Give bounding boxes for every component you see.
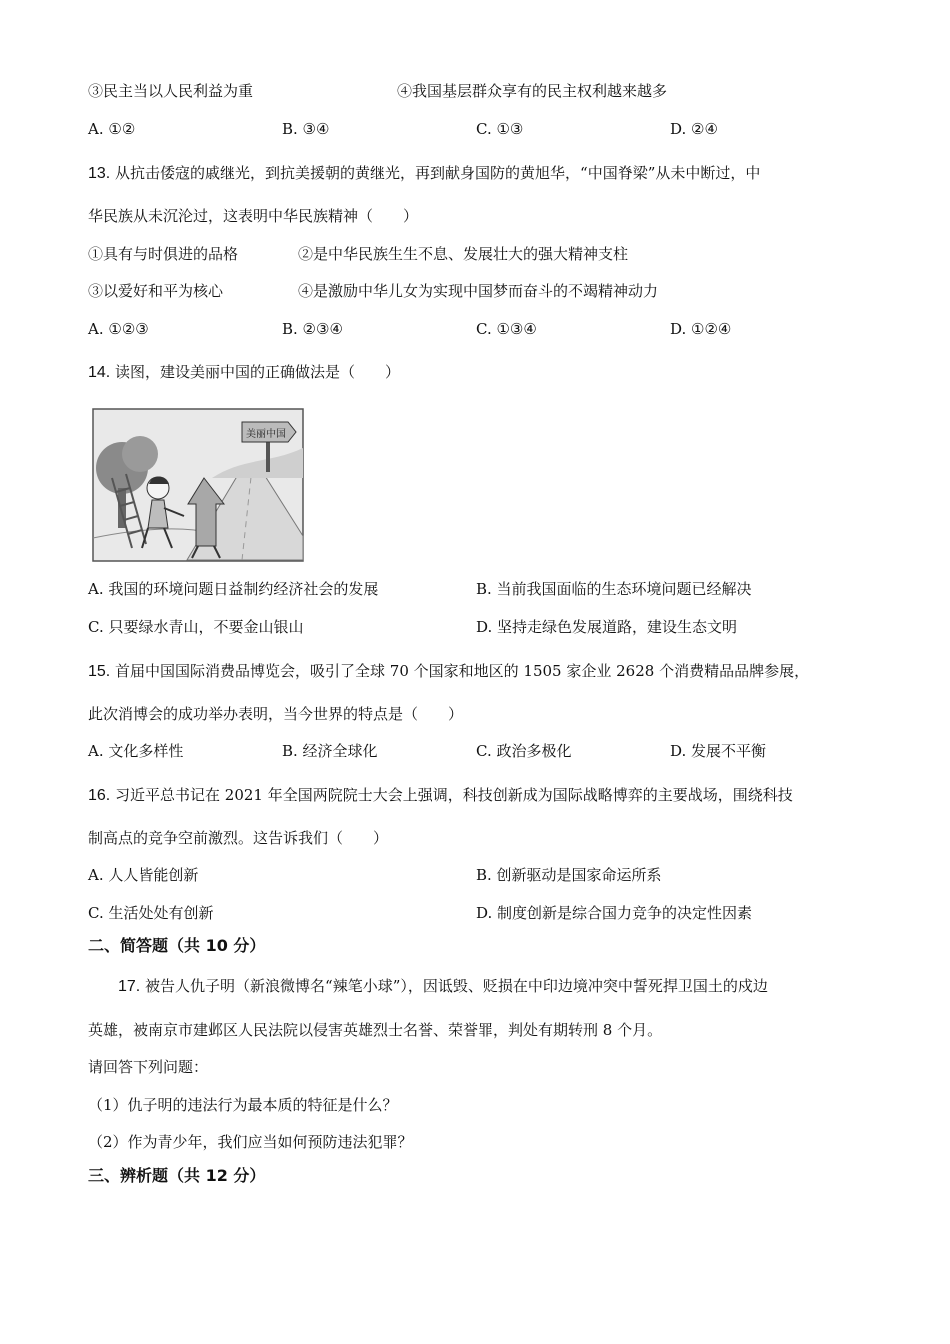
q17-text-1: 被告人仇子明（新浪微博名“辣笔小球”），因诋毁、贬损在中印边境冲突中誓死捍卫国土的戍边 <box>145 977 768 995</box>
q15-stem-line2: 此次消博会的成功举办表明，当今世界的特点是（ ） <box>88 705 464 723</box>
q13-option-b: B. ②③④ <box>282 320 343 338</box>
q14-option-a: A. 我国的环境问题日益制约经济社会的发展 <box>88 580 379 598</box>
q16-text-1: 习近平总书记在 2021 年全国两院院士大会上强调，科技创新成为国际战略博弈的主要战场，围绕科技 <box>115 786 793 804</box>
q17-prompt: 请回答下列问题： <box>88 1058 209 1076</box>
section-2-title: 二、简答题（共 10 分） <box>88 936 266 955</box>
q13-option-a: A. ①②③ <box>88 320 149 338</box>
q15-option-b: B. 经济全球化 <box>282 742 378 760</box>
q15-stem-line1 <box>88 660 809 683</box>
q17-number: 17. <box>118 978 141 995</box>
q17-stem-line2: 英雄，被南京市建邺区人民法院以侵害英雄烈士名誉、荣誉罪，判处有期转刑 8 个月。 <box>88 1021 663 1039</box>
q16-stem-line2: 制高点的竞争空前激烈。这告诉我们（ ） <box>88 829 389 847</box>
q12-option-b: B. ③④ <box>282 120 330 138</box>
q14-stem <box>88 361 400 384</box>
q16-option-b: B. 创新驱动是国家命运所系 <box>476 866 662 884</box>
q13-stem-line2: 华民族从未沉沦过，这表明中华民族精神（ ） <box>88 207 419 225</box>
q16-stem-line1 <box>88 784 793 807</box>
q15-text-1: 首届中国国际消费品博览会，吸引了全球 70 个国家和地区的 1505 家企业 2628 个消费精品品牌参展， <box>115 662 810 680</box>
q14-text: 读图，建设美丽中国的正确做法是（ ） <box>115 363 401 381</box>
q16-option-c: C. 生活处处有创新 <box>88 904 214 922</box>
q14-option-d: D. 坚持走绿色发展道路，建设生态文明 <box>476 618 738 636</box>
q14-option-c: C. 只要绿水青山，不要金山银山 <box>88 618 304 636</box>
q13-statement-3: ③以爱好和平为核心 <box>88 282 224 300</box>
q14-option-b: B. 当前我国面临的生态环境问题已经解决 <box>476 580 752 598</box>
q13-text-1: 从抗击倭寇的戚继光，到抗美援朝的黄继光，再到献身国防的黄旭华，“中国脊梁”从未中断过，中 <box>115 164 761 182</box>
q15-option-d: D. 发展不平衡 <box>670 742 767 760</box>
q13-stem-line1 <box>88 162 760 185</box>
q16-option-d: D. 制度创新是综合国力竞争的决定性因素 <box>476 904 753 922</box>
q15-option-a: A. 文化多样性 <box>88 742 184 760</box>
q16-number: 16. <box>88 787 111 804</box>
q13-statement-4: ④是激励中华儿女为实现中国梦而奋斗的不竭精神动力 <box>298 282 659 300</box>
q12-statement-3: ③民主当以人民利益为重 <box>88 82 254 100</box>
q12-option-d: D. ②④ <box>670 120 718 138</box>
q13-number: 13. <box>88 165 111 182</box>
q15-number: 15. <box>88 663 111 680</box>
q12-option-c: C. ①③ <box>476 120 524 138</box>
cartoon-illustration <box>92 408 304 562</box>
q12-option-a: A. ①② <box>88 120 136 138</box>
q13-statement-1: ①具有与时俱进的品格 <box>88 245 239 263</box>
q13-option-d: D. ①②④ <box>670 320 732 338</box>
q17-subquestion-1: （1）仇子明的违法行为最本质的特征是什么？ <box>88 1096 398 1114</box>
q14-cartoon-figure <box>92 408 304 562</box>
q17-subquestion-2: （2）作为青少年，我们应当如何预防违法犯罪？ <box>88 1133 413 1151</box>
q12-statement-4: ④我国基层群众享有的民主权利越来越多 <box>397 82 668 100</box>
q16-option-a: A. 人人皆能创新 <box>88 866 199 884</box>
q15-option-c: C. 政治多极化 <box>476 742 572 760</box>
q14-number: 14. <box>88 364 111 381</box>
sign-label: 美丽中国 <box>246 429 286 440</box>
q13-option-c: C. ①③④ <box>476 320 537 338</box>
section-3-title: 三、辨析题（共 12 分） <box>88 1166 266 1185</box>
q17-stem-line1 <box>118 975 768 998</box>
q13-statement-2: ②是中华民族生生不息、发展壮大的强大精神支柱 <box>298 245 629 263</box>
